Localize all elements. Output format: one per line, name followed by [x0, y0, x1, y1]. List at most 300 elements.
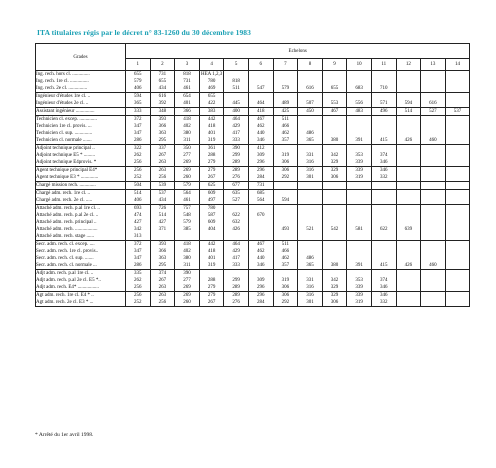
index-value: 262	[134, 153, 142, 158]
index-cell	[421, 205, 446, 241]
index-value: 417	[232, 131, 240, 136]
index-value: 493	[281, 227, 290, 232]
index-value: 489	[281, 101, 290, 106]
index-value: 527	[429, 109, 437, 114]
index-value: 380	[183, 131, 191, 136]
index-cell	[445, 93, 470, 108]
index-value: 279	[207, 168, 216, 173]
index-cell	[248, 241, 273, 270]
index-value: 316	[306, 293, 314, 298]
index-value	[421, 248, 445, 255]
index-value: 685	[257, 191, 265, 196]
index-value	[347, 123, 371, 130]
index-value	[200, 270, 224, 277]
index-cell	[150, 182, 175, 190]
index-value: 402	[183, 124, 191, 129]
index-value: 319	[281, 153, 290, 158]
index-value: 267	[158, 278, 167, 283]
index-value: 460	[429, 138, 437, 143]
index-value: 267	[158, 153, 167, 158]
index-value: 365	[306, 263, 314, 268]
index-value	[446, 226, 470, 233]
index-value: 260	[183, 300, 191, 305]
index-value	[323, 219, 347, 226]
index-value	[446, 116, 470, 123]
index-value	[397, 78, 421, 85]
index-cell	[396, 93, 421, 108]
index-value	[397, 219, 421, 226]
index-value	[249, 270, 273, 277]
index-value: 347	[134, 124, 142, 129]
index-cell	[396, 116, 421, 145]
index-value: 350	[183, 146, 191, 151]
index-value	[372, 190, 396, 197]
index-value: 365	[134, 101, 142, 106]
index-cell	[224, 93, 249, 108]
index-value	[421, 284, 445, 291]
index-value: 514	[134, 191, 142, 196]
index-value	[397, 159, 421, 166]
index-cell	[150, 93, 175, 108]
index-cell	[298, 190, 323, 205]
index-value	[446, 145, 470, 152]
grade-label: Adjoint technique principal ..	[36, 146, 95, 151]
index-value: 462	[257, 249, 265, 254]
index-value	[298, 212, 322, 219]
echelon-number-header: 7	[273, 59, 298, 71]
index-value	[347, 212, 371, 219]
index-cell	[175, 241, 200, 270]
index-value	[421, 85, 445, 92]
index-cell	[175, 116, 200, 145]
index-value	[421, 116, 445, 123]
index-cell	[273, 205, 298, 241]
index-value: 335	[134, 271, 142, 276]
index-value	[323, 197, 347, 204]
grade-label: Agt adm. rech. 1re cl. E4 * ..	[36, 293, 94, 298]
index-value: 372	[134, 117, 142, 122]
index-value: 655	[207, 94, 216, 99]
index-value	[421, 270, 445, 277]
grade-label: Assistant ingénieur ...............	[36, 109, 95, 114]
index-cell	[175, 205, 200, 241]
index-cell	[150, 145, 175, 167]
index-value: 339	[355, 293, 363, 298]
index-value: 415	[379, 263, 388, 268]
index-value: 256	[158, 300, 167, 305]
index-value: 609	[207, 191, 216, 196]
index-value: 346	[257, 138, 265, 143]
index-value: 462	[281, 256, 290, 261]
index-cell	[199, 205, 224, 241]
index-cell	[298, 71, 323, 93]
index-value	[323, 130, 347, 137]
index-value: 267	[207, 300, 216, 305]
index-cell	[273, 116, 298, 145]
echelon-number-header: 9	[322, 59, 347, 71]
index-value: 504	[134, 183, 142, 188]
index-cell	[224, 167, 249, 182]
index-value: 594	[134, 94, 142, 99]
index-value	[298, 197, 322, 204]
index-cell	[371, 145, 396, 167]
index-value	[372, 116, 396, 123]
grade-label: Secr. adm. rech. cl. normale ...	[36, 263, 97, 268]
index-value: 260	[183, 175, 191, 180]
index-cell	[322, 108, 347, 116]
index-value	[347, 205, 371, 212]
index-value	[372, 248, 396, 255]
index-value	[397, 292, 421, 299]
index-value: 677	[232, 183, 240, 188]
index-value: 319	[281, 278, 290, 283]
index-value: 339	[355, 168, 363, 173]
grade-label: Technicien cl. excep. ..............	[36, 117, 97, 122]
index-cell	[421, 93, 446, 108]
index-value: 404	[207, 227, 216, 232]
index-cell	[199, 71, 224, 93]
index-value	[397, 241, 421, 248]
index-cell	[273, 145, 298, 167]
index-cell	[421, 270, 446, 292]
index-value	[323, 241, 347, 248]
index-value	[446, 167, 470, 174]
echelons-header: Echelons	[126, 44, 470, 59]
index-value	[323, 93, 347, 100]
index-value: 306	[281, 168, 290, 173]
index-cell	[248, 270, 273, 292]
index-value	[446, 182, 470, 189]
grade-label: Attaché adm. rech. ..................	[36, 227, 98, 232]
grade-label: Ing. rech. 2e cl. ...............	[36, 86, 88, 91]
grade-label: Ingénieur d'études 1re cl. ..	[36, 94, 91, 99]
index-value	[323, 71, 347, 78]
index-value	[298, 145, 322, 152]
grade-labels-cell	[36, 241, 126, 270]
index-cell	[322, 205, 347, 241]
index-value	[347, 190, 371, 197]
index-value: 466	[281, 124, 290, 129]
index-value	[298, 205, 322, 212]
index-value	[397, 123, 421, 130]
index-value: 263	[158, 160, 167, 165]
grade-group-row	[36, 145, 470, 167]
index-value	[274, 270, 298, 277]
index-value	[397, 182, 421, 189]
index-value	[372, 123, 396, 130]
index-value: 286	[134, 263, 142, 268]
index-value: 464	[232, 242, 240, 247]
index-value: 279	[207, 160, 216, 165]
index-value	[421, 226, 445, 233]
index-value: 301	[306, 300, 314, 305]
index-value: 445	[232, 101, 240, 106]
index-value: 309	[257, 278, 265, 283]
index-value: 609	[207, 220, 216, 225]
index-cell	[175, 145, 200, 167]
grade-labels-cell	[36, 167, 126, 182]
index-value: 292	[281, 175, 290, 180]
index-value	[249, 205, 273, 212]
index-value: 311	[183, 263, 191, 268]
index-cell	[298, 182, 323, 190]
index-value	[446, 241, 470, 248]
index-cell	[224, 205, 249, 241]
index-value: 412	[257, 146, 265, 151]
index-value: 289	[232, 285, 240, 290]
index-value: 256	[158, 175, 167, 180]
index-cell	[224, 182, 249, 190]
index-cell	[371, 205, 396, 241]
index-cell	[199, 108, 224, 116]
index-value	[298, 248, 322, 255]
index-value: 319	[355, 175, 363, 180]
index-value	[372, 145, 396, 152]
index-value: 466	[281, 249, 290, 254]
index-cell	[248, 205, 273, 241]
index-value: 374	[379, 278, 388, 283]
index-value	[347, 93, 371, 100]
index-value: 514	[158, 213, 167, 218]
index-cell	[273, 270, 298, 292]
grade-label: Agent technique principal E4*	[36, 168, 98, 173]
index-cell	[273, 292, 298, 307]
index-value	[372, 241, 396, 248]
index-value: 276	[232, 175, 240, 180]
index-value: 639	[404, 227, 413, 232]
index-cell	[126, 108, 151, 116]
index-cell	[224, 190, 249, 205]
index-value	[446, 205, 470, 212]
index-value: 366	[158, 124, 167, 129]
index-value	[372, 255, 396, 262]
index-value: 693	[134, 206, 142, 211]
index-value	[421, 145, 445, 152]
index-value: 537	[453, 109, 462, 114]
index-cell	[371, 190, 396, 205]
index-cell	[347, 182, 372, 190]
grade-label: Chargé mission rech. .............	[36, 183, 96, 188]
index-cell	[347, 205, 372, 241]
index-value: 469	[207, 86, 216, 91]
index-cell	[396, 292, 421, 307]
index-value	[323, 270, 347, 277]
index-value	[372, 130, 396, 137]
index-value: 277	[183, 153, 191, 158]
index-value	[298, 182, 322, 189]
index-value	[372, 219, 396, 226]
index-cell	[347, 167, 372, 182]
index-value: 460	[429, 263, 437, 268]
echelon-number-header: 2	[150, 59, 175, 71]
index-value: 406	[134, 198, 142, 203]
index-value: 393	[158, 117, 167, 122]
index-value	[323, 123, 347, 130]
index-value: 332	[379, 300, 388, 305]
index-value: 731	[183, 79, 191, 84]
index-cell	[396, 270, 421, 292]
index-value	[421, 167, 445, 174]
index-value: 564	[183, 191, 191, 196]
grade-labels-cell	[36, 108, 126, 116]
index-value	[323, 116, 347, 123]
index-value: 616	[158, 94, 167, 99]
index-cell	[371, 167, 396, 182]
index-value	[421, 123, 445, 130]
index-value	[323, 255, 347, 262]
index-value: 710	[379, 86, 388, 91]
grade-label: Chargé adm. rech. 1re cl. ..	[36, 191, 91, 196]
grade-label: Adjoint technique E4provis. *	[36, 160, 97, 165]
index-cell	[371, 116, 396, 145]
index-cell	[298, 93, 323, 108]
index-cell	[150, 292, 175, 307]
grade-group-row	[36, 190, 470, 205]
index-cell	[421, 116, 446, 145]
index-cell	[298, 145, 323, 167]
index-value: 296	[257, 168, 265, 173]
index-value: 401	[183, 101, 191, 106]
index-value	[446, 159, 470, 166]
index-value: 442	[207, 242, 216, 247]
grade-group-row	[36, 241, 470, 270]
index-value: 263	[158, 285, 167, 290]
index-cell	[224, 116, 249, 145]
index-value	[298, 241, 322, 248]
grade-label: Adjoint technique E5 * .........	[36, 153, 96, 158]
grade-label: Chargé adm. rech. 2e cl. .....	[36, 198, 93, 203]
index-value	[274, 78, 298, 85]
index-cell	[175, 167, 200, 182]
index-value: 256	[134, 160, 142, 165]
index-cell	[248, 190, 273, 205]
index-cell	[126, 292, 151, 307]
index-value: 511	[232, 86, 240, 91]
index-value: 292	[281, 300, 290, 305]
index-value: 316	[306, 168, 314, 173]
index-value: 276	[232, 300, 240, 305]
index-value: 483	[355, 109, 363, 114]
echelon-number-header: 6	[248, 59, 273, 71]
index-cell	[199, 145, 224, 167]
index-value: 342	[330, 153, 339, 158]
index-cell	[347, 270, 372, 292]
index-value	[274, 93, 298, 100]
index-value: 527	[232, 198, 240, 203]
index-value	[397, 152, 421, 159]
index-cell	[150, 71, 175, 93]
index-value: 342	[134, 227, 142, 232]
grade-labels-cell	[36, 190, 126, 205]
index-value	[421, 212, 445, 219]
index-cell	[445, 145, 470, 167]
index-cell	[175, 108, 200, 116]
index-value	[298, 270, 322, 277]
echelon-number-header: 5	[224, 59, 249, 71]
index-value	[397, 130, 421, 137]
index-value	[249, 226, 273, 233]
grade-label: Attaché adm. rech. p.al 1re cl. ..	[36, 206, 100, 211]
index-value: 363	[158, 131, 167, 136]
index-cell	[347, 71, 372, 93]
grade-group-row	[36, 108, 470, 116]
index-cell	[273, 241, 298, 270]
index-cell	[150, 108, 175, 116]
index-cell	[126, 93, 151, 108]
index-value	[421, 190, 445, 197]
index-value	[446, 262, 470, 269]
index-value	[397, 116, 421, 123]
index-value	[249, 71, 273, 78]
index-cell	[322, 190, 347, 205]
index-value: 587	[207, 213, 216, 218]
grade-label: Technicien cl. normale .......	[36, 138, 92, 143]
index-cell	[396, 190, 421, 205]
echelon-number-header: 12	[396, 59, 421, 71]
index-value: 319	[207, 138, 216, 143]
index-value	[347, 78, 371, 85]
index-cell	[248, 108, 273, 116]
index-value	[372, 197, 396, 204]
index-value: 284	[257, 300, 265, 305]
index-cell	[445, 167, 470, 182]
index-value	[372, 182, 396, 189]
index-value	[274, 71, 298, 78]
index-value: 383	[207, 109, 216, 114]
index-value	[446, 248, 470, 255]
index-value: 329	[330, 293, 339, 298]
index-value: 579	[134, 79, 142, 84]
index-cell	[150, 205, 175, 241]
index-value: 295	[158, 138, 167, 143]
index-value: 256	[134, 168, 142, 173]
index-value	[421, 299, 445, 306]
index-cell	[396, 71, 421, 93]
index-cell	[199, 182, 224, 190]
index-value: 346	[379, 293, 388, 298]
index-value	[446, 78, 470, 85]
index-value	[421, 205, 445, 212]
index-value: 401	[207, 256, 216, 261]
index-value	[298, 116, 322, 123]
index-value	[347, 219, 371, 226]
index-cell	[273, 108, 298, 116]
index-cell	[371, 71, 396, 93]
index-cell	[126, 205, 151, 241]
index-value	[421, 71, 445, 78]
index-value	[397, 167, 421, 174]
index-cell	[273, 190, 298, 205]
index-cell	[175, 190, 200, 205]
index-value: 402	[183, 249, 191, 254]
index-cell	[298, 205, 323, 241]
index-cell	[322, 270, 347, 292]
index-cell	[224, 241, 249, 270]
index-cell	[248, 93, 273, 108]
index-value: 263	[158, 168, 167, 173]
index-value: 337	[158, 146, 167, 151]
index-value	[446, 299, 470, 306]
index-value	[249, 219, 273, 226]
index-value	[421, 159, 445, 166]
grade-group-row	[36, 182, 470, 190]
index-cell	[322, 116, 347, 145]
index-cell	[224, 145, 249, 167]
index-value: 507	[306, 101, 314, 106]
index-value: 311	[183, 138, 191, 143]
index-cell	[248, 116, 273, 145]
index-cell	[445, 241, 470, 270]
